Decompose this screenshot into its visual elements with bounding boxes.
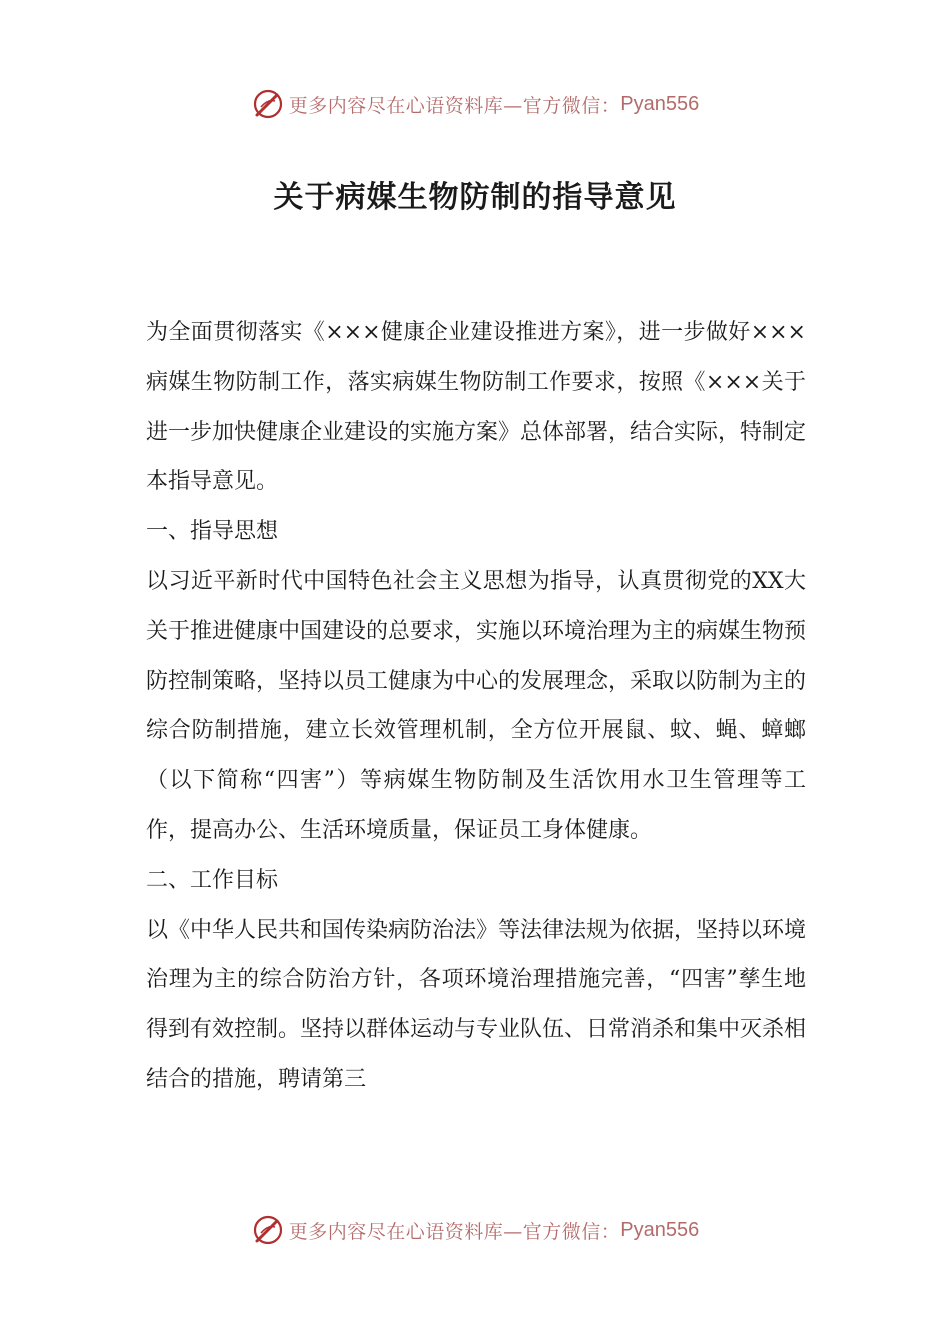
document-title: 关于病媒生物防制的指导意见 bbox=[273, 180, 677, 215]
section-heading-work-goals: 二、工作目标 bbox=[146, 867, 279, 893]
guiding-ideology-paragraph: 以习近平新时代中国特色社会主义思想为指导，认真贯彻党的XX大关于推进健康中国建设的总要求，实施以环境治理为主的病媒生物预防控制策略，坚持以员工健康为中心的发展理念，采取以防制为主的综合防制措施，建立长效管理机制，全方位开展鼠、蚊、蝇、蟑螂（以下简称“四害”）等病媒生物防制及生活饮用水卫生管理等工作，提高办公、生活环境质量，保证员工身体健康。 bbox=[146, 568, 807, 843]
watermark-header bbox=[0, 84, 950, 124]
section-heading-guiding-ideology: 一、指导思想 bbox=[146, 519, 279, 545]
watermark-text: 更多内容尽在心语资料库—官方微信： bbox=[288, 1220, 621, 1243]
work-goals-paragraph: 以《中华人民共和国传染病防治法》等法律法规为依据，坚持以环境治理为主的综合防治方针，各项环境治理措施完善，“四害”孳生地得到有效控制。坚持以群体运动与专业队伍、日常消杀和集中灭杀相结合的措施，聘请第三 bbox=[146, 917, 807, 1092]
watermark-footer bbox=[0, 1210, 950, 1250]
watermark-text: 更多内容尽在心语资料库—官方微信： bbox=[288, 94, 621, 117]
pen-logo-icon bbox=[251, 1213, 285, 1247]
watermark-wechat-id: Pyan556 bbox=[620, 1218, 700, 1241]
intro-paragraph: 为全面贯彻落实《×××健康企业建设推进方案》，进一步做好×××病媒生物防制工作，落实病媒生物防制工作要求，按照《×××关于进一步加快健康企业建设的实施方案》总体部署，结合实际，特制定本指导意见。 bbox=[146, 320, 807, 495]
pen-logo-icon bbox=[251, 87, 285, 121]
document-body bbox=[146, 308, 806, 1105]
watermark-wechat-id: Pyan556 bbox=[620, 92, 700, 115]
